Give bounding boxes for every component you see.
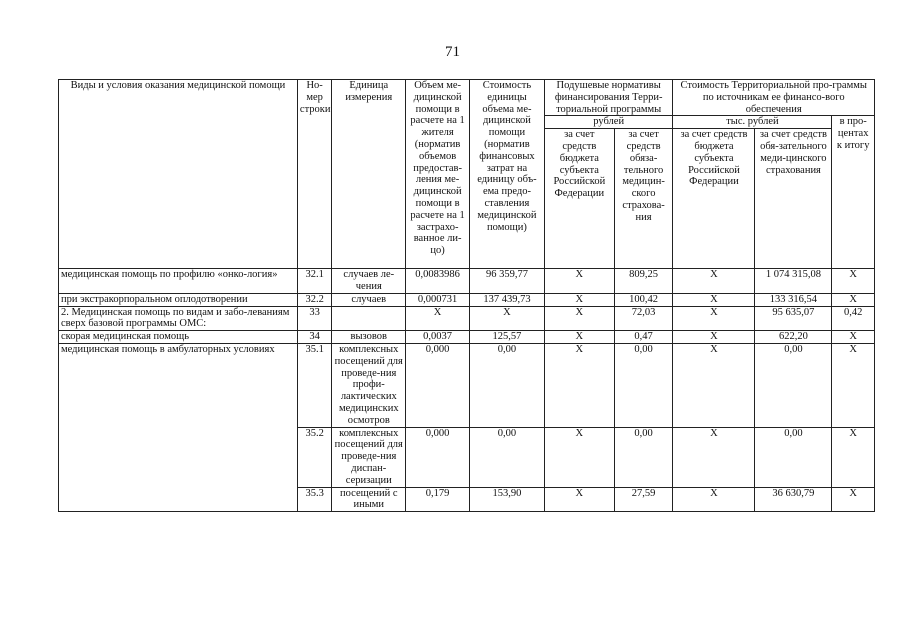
cell-num: 32.1 [297, 269, 331, 294]
table-row [59, 343, 875, 427]
table-row [59, 293, 875, 306]
cell-unit: комплексных посещений для проведе-ния диспан-серизации [332, 427, 406, 487]
header-tc-oms: за счет средств обя-зательного меди-цинского страхования [755, 129, 832, 269]
cell-volume: 0,179 [406, 487, 470, 512]
cell-percent: X [832, 487, 875, 512]
cell-unit: посещений с иными [332, 487, 406, 512]
header-row-1 [59, 80, 875, 116]
header-rubles: рублей [544, 116, 673, 129]
cell-tc-oms: 95 635,07 [755, 306, 832, 331]
financing-table [58, 79, 875, 512]
cell-num: 34 [297, 331, 331, 344]
cell-pc-oms: 27,59 [614, 487, 673, 512]
header-type: Виды и условия оказания медицинской помощи [59, 80, 298, 269]
cell-tc-budget: X [673, 293, 755, 306]
cell-pc-oms: 0,00 [614, 343, 673, 427]
header-row-number: Но-мер строки [297, 80, 331, 269]
cell-unit [332, 306, 406, 331]
cell-num: 35.1 [297, 343, 331, 427]
cell-pc-oms: 100,42 [614, 293, 673, 306]
cell-percent: X [832, 293, 875, 306]
header-unit-cost: Стоимость единицы объема ме-дицинской помощи (норматив финансовых затрат на единицу объ-ема предо-ставления медицинской помощи) [469, 80, 544, 269]
header-per-capita: Подушевые нормативы финансирования Терри-ториальной программы [544, 80, 673, 116]
cell-percent: X [832, 427, 875, 487]
cell-pc-oms: 0,00 [614, 427, 673, 487]
cell-volume: 0,000731 [406, 293, 470, 306]
header-pc-oms: за счет средств обяза-тельного медицин-ского страхова-ния [614, 129, 673, 269]
cell-percent: 0,42 [832, 306, 875, 331]
cell-tc-budget: X [673, 331, 755, 344]
header-volume: Объем ме-дицинской помощи в расчете на 1 жителя (норматив объемов предостав-ления ме-дицинской помощи в расчете на 1 застрахо-ванное ли-цо) [406, 80, 470, 269]
cell-cost: X [469, 306, 544, 331]
cell-tc-budget: X [673, 343, 755, 427]
cell-cost: 0,00 [469, 343, 544, 427]
cell-tc-budget: X [673, 306, 755, 331]
cell-tc-oms: 133 316,54 [755, 293, 832, 306]
cell-percent: X [832, 269, 875, 294]
cell-tc-budget: X [673, 427, 755, 487]
cell-pc-oms: 809,25 [614, 269, 673, 294]
cell-tc-budget: X [673, 487, 755, 512]
cell-unit: вызовов [332, 331, 406, 344]
cell-type: медицинская помощь по профилю «онко-логия» [59, 269, 298, 294]
cell-cost: 96 359,77 [469, 269, 544, 294]
cell-type: медицинская помощь в амбулаторных условиях [59, 343, 298, 511]
cell-pc-budget: X [544, 427, 614, 487]
cell-volume: X [406, 306, 470, 331]
cell-volume: 0,000 [406, 427, 470, 487]
header-territorial-cost: Стоимость Территориальной про-граммы по источникам ее финансо-вого обеспечения [673, 80, 875, 116]
cell-tc-oms: 622,20 [755, 331, 832, 344]
cell-percent: X [832, 343, 875, 427]
cell-num: 33 [297, 306, 331, 331]
table-row [59, 306, 875, 331]
header-pc-budget: за счет средств бюджета субъекта Российской Федерации [544, 129, 614, 269]
cell-volume: 0,000 [406, 343, 470, 427]
table-row [59, 331, 875, 344]
cell-tc-oms: 0,00 [755, 427, 832, 487]
cell-tc-oms: 1 074 315,08 [755, 269, 832, 294]
header-percent: в про-центах к итогу [832, 116, 875, 269]
cell-num: 35.2 [297, 427, 331, 487]
cell-cost: 125,57 [469, 331, 544, 344]
cell-type: при экстракорпоральном оплодотворении [59, 293, 298, 306]
cell-pc-budget: X [544, 343, 614, 427]
cell-tc-budget: X [673, 269, 755, 294]
table-row [59, 269, 875, 294]
cell-pc-budget: X [544, 269, 614, 294]
cell-tc-oms: 0,00 [755, 343, 832, 427]
cell-pc-budget: X [544, 293, 614, 306]
cell-unit: комплексных посещений для проведе-ния профи-лактических медицинских осмотров [332, 343, 406, 427]
cell-volume: 0,0037 [406, 331, 470, 344]
header-tc-budget: за счет средств бюджета субъекта Российской Федерации [673, 129, 755, 269]
cell-volume: 0,0083986 [406, 269, 470, 294]
cell-pc-oms: 72,03 [614, 306, 673, 331]
page-number: 71 [445, 44, 460, 60]
cell-percent: X [832, 331, 875, 344]
cell-num: 35.3 [297, 487, 331, 512]
cell-unit: случаев [332, 293, 406, 306]
cell-tc-oms: 36 630,79 [755, 487, 832, 512]
cell-pc-budget: X [544, 331, 614, 344]
cell-num: 32.2 [297, 293, 331, 306]
cell-cost: 153,90 [469, 487, 544, 512]
cell-type: 2. Медицинская помощь по видам и забо-леваниям сверх базовой программы ОМС: [59, 306, 298, 331]
header-thousand-rubles: тыс. рублей [673, 116, 832, 129]
cell-type: скорая медицинская помощь [59, 331, 298, 344]
cell-unit: случаев ле-чения [332, 269, 406, 294]
header-unit: Единица измерения [332, 80, 406, 269]
cell-cost: 0,00 [469, 427, 544, 487]
cell-pc-oms: 0,47 [614, 331, 673, 344]
cell-pc-budget: X [544, 306, 614, 331]
cell-pc-budget: X [544, 487, 614, 512]
cell-cost: 137 439,73 [469, 293, 544, 306]
